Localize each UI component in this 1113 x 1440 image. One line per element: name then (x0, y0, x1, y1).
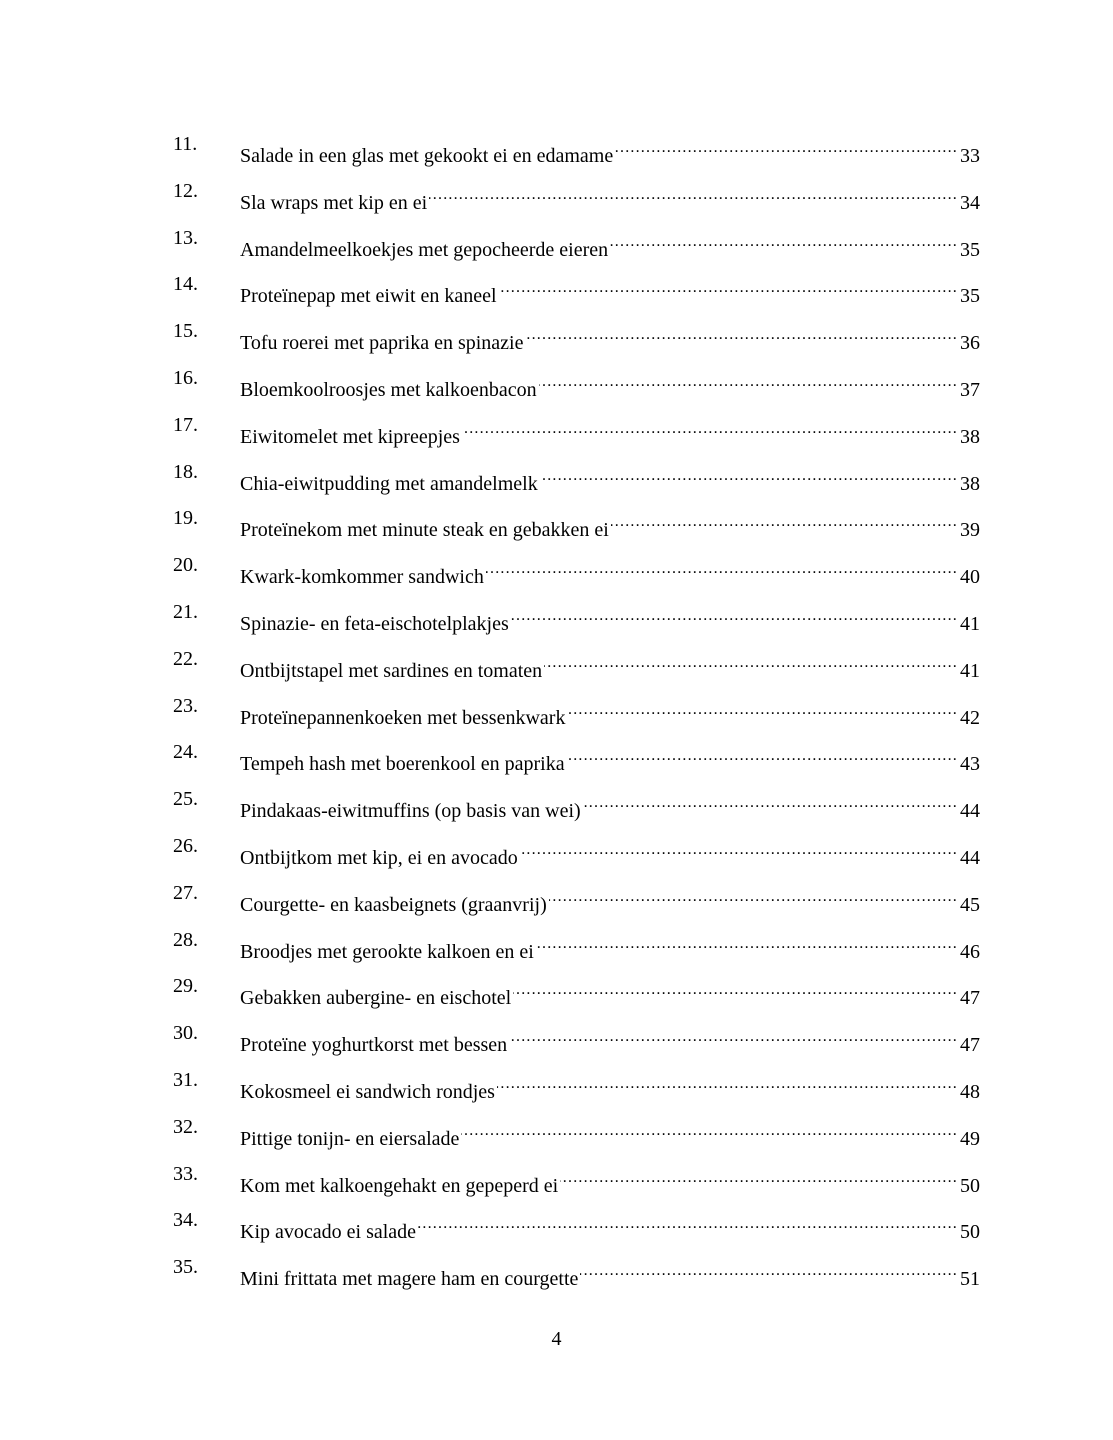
toc-number: 22. (173, 647, 198, 670)
toc-entry (240, 594, 980, 642)
toc-entry (240, 407, 980, 455)
toc-number: 32. (173, 1115, 198, 1138)
toc-number: 15. (173, 320, 198, 343)
toc-title: Pittige tonijn- en eiersalade (240, 1127, 460, 1150)
toc-entry (240, 688, 980, 736)
dot-leader (567, 688, 958, 724)
toc-entry (240, 828, 980, 876)
dot-leader (544, 641, 958, 677)
dot-leader (497, 1062, 958, 1098)
toc-page-number: 47 (960, 987, 980, 1010)
toc-row[interactable] (0, 1202, 1113, 1249)
toc-number: 18. (173, 460, 198, 483)
toc-entry (240, 360, 980, 408)
toc-row[interactable] (0, 594, 1113, 641)
toc-number: 14. (173, 273, 198, 296)
toc-row[interactable] (0, 220, 1113, 267)
toc-row[interactable] (0, 1109, 1113, 1156)
toc-title: Eiwitomelet met kipreepjes (240, 425, 460, 448)
toc-entry (240, 781, 980, 829)
toc-row[interactable] (0, 173, 1113, 220)
toc-row[interactable] (0, 781, 1113, 828)
toc-entry (240, 734, 980, 782)
dot-leader (499, 266, 958, 302)
toc-title: Kokosmeel ei sandwich rondjes (240, 1080, 495, 1103)
toc-entry (240, 500, 980, 548)
toc-page-number: 48 (960, 1080, 980, 1103)
toc-page-number: 51 (960, 1268, 980, 1291)
dot-leader (611, 500, 958, 536)
toc-row[interactable] (0, 1062, 1113, 1109)
toc-entry (240, 313, 980, 361)
table-of-contents (0, 126, 1113, 1296)
toc-title: Amandelmeelkoekjes met gepocheerde eieren (240, 238, 609, 261)
toc-number: 11. (173, 133, 198, 155)
toc-page-number: 35 (960, 238, 980, 261)
toc-page-number: 34 (960, 191, 980, 214)
toc-entry (240, 220, 980, 268)
toc-row[interactable] (0, 360, 1113, 407)
toc-page-number: 38 (960, 425, 980, 448)
dot-leader (520, 828, 958, 864)
toc-title: Gebakken aubergine- en eischotel (240, 987, 512, 1010)
toc-number: 24. (173, 741, 198, 764)
toc-row[interactable] (0, 126, 1113, 173)
toc-title: Salade in een glas met gekookt ei en edamame (240, 145, 614, 167)
toc-page-number: 44 (960, 846, 980, 869)
toc-number: 30. (173, 1022, 198, 1045)
dot-leader (540, 454, 958, 490)
toc-entry (240, 1249, 980, 1297)
toc-title: Proteïne yoghurtkorst met bessen (240, 1034, 508, 1057)
toc-number: 28. (173, 928, 198, 951)
toc-page-number: 50 (960, 1174, 980, 1197)
toc-number: 26. (173, 834, 198, 857)
toc-row[interactable] (0, 313, 1113, 360)
dot-leader (580, 1249, 958, 1285)
dot-leader (549, 875, 958, 911)
toc-title: Spinazie- en feta-eischotelplakjes (240, 612, 509, 635)
toc-row[interactable] (0, 454, 1113, 501)
dot-leader (567, 734, 958, 770)
toc-row[interactable] (0, 1156, 1113, 1203)
toc-title: Kwark-komkommer sandwich (240, 566, 484, 589)
toc-title: Broodjes met gerookte kalkoen en ei (240, 940, 534, 963)
toc-entry (240, 266, 980, 314)
toc-page-number: 47 (960, 1034, 980, 1057)
toc-page-number: 38 (960, 472, 980, 495)
toc-number: 17. (173, 413, 198, 436)
toc-number: 23. (173, 694, 198, 717)
toc-entry (240, 1109, 980, 1157)
dot-leader (560, 1156, 958, 1192)
toc-title: Ontbijtstapel met sardines en tomaten (240, 659, 543, 682)
toc-row[interactable] (0, 922, 1113, 969)
toc-row[interactable] (0, 688, 1113, 735)
toc-row[interactable] (0, 968, 1113, 1015)
dot-leader (418, 1202, 958, 1238)
toc-number: 12. (173, 179, 198, 202)
toc-row[interactable] (0, 641, 1113, 688)
toc-page-number: 41 (960, 659, 980, 682)
dot-leader (509, 1015, 958, 1051)
toc-page-number: 33 (960, 145, 980, 167)
dot-leader (610, 220, 958, 256)
dot-leader (539, 360, 958, 396)
toc-title: Kip avocado ei salade (240, 1221, 417, 1244)
dot-leader (583, 781, 958, 817)
toc-title: Tempeh hash met boerenkool en paprika (240, 753, 565, 776)
dot-leader (615, 126, 958, 162)
dot-leader (536, 922, 958, 958)
toc-page-number: 40 (960, 566, 980, 589)
toc-title: Courgette- en kaasbeignets (graanvrij) (240, 893, 547, 916)
toc-row[interactable] (0, 407, 1113, 454)
toc-page-number: 42 (960, 706, 980, 729)
toc-title: Ontbijtkom met kip, ei en avocado (240, 846, 518, 869)
toc-entry (240, 922, 980, 970)
toc-entry (240, 454, 980, 502)
toc-number: 16. (173, 366, 198, 389)
toc-number: 25. (173, 788, 198, 811)
toc-number: 19. (173, 507, 198, 530)
toc-number: 29. (173, 975, 198, 998)
dot-leader (513, 968, 958, 1004)
toc-entry (240, 173, 980, 221)
dot-leader (461, 1109, 958, 1145)
toc-row[interactable] (0, 875, 1113, 922)
toc-title: Mini frittata met magere ham en courgette (240, 1268, 579, 1291)
dot-leader (511, 594, 958, 630)
toc-number: 34. (173, 1209, 198, 1232)
toc-entry (240, 968, 980, 1016)
toc-row[interactable] (0, 1015, 1113, 1062)
toc-page-number: 41 (960, 612, 980, 635)
toc-number: 21. (173, 600, 198, 623)
toc-number: 20. (173, 554, 198, 577)
toc-entry (240, 1156, 980, 1204)
toc-entry (240, 1062, 980, 1110)
toc-entry (240, 547, 980, 595)
toc-row[interactable] (0, 1249, 1113, 1296)
toc-title: Bloemkoolroosjes met kalkoenbacon (240, 378, 537, 401)
dot-leader (462, 407, 958, 443)
toc-page-number: 46 (960, 940, 980, 963)
toc-page-number: 37 (960, 378, 980, 401)
toc-page-number: 44 (960, 800, 980, 823)
toc-title: Chia-eiwitpudding met amandelmelk (240, 472, 538, 495)
toc-number: 27. (173, 881, 198, 904)
toc-page-number: 45 (960, 893, 980, 916)
toc-entry (240, 641, 980, 689)
page-number: 4 (551, 1328, 562, 1350)
toc-title: Proteïnekom met minute steak en gebakken ei (240, 519, 609, 542)
toc-number: 33. (173, 1162, 198, 1185)
toc-page-number: 35 (960, 285, 980, 308)
toc-number: 35. (173, 1256, 198, 1279)
toc-row[interactable] (0, 734, 1113, 781)
toc-row[interactable] (0, 828, 1113, 875)
toc-title: Pindakaas-eiwitmuffins (op basis van wei) (240, 800, 581, 823)
toc-title: Proteïnepannenkoeken met bessenkwark (240, 706, 566, 729)
toc-title: Sla wraps met kip en ei (240, 191, 428, 214)
toc-page-number: 50 (960, 1221, 980, 1244)
toc-title: Tofu roerei met paprika en spinazie (240, 332, 524, 355)
toc-row[interactable] (0, 266, 1113, 313)
toc-number: 31. (173, 1068, 198, 1091)
dot-leader (486, 547, 958, 583)
dot-leader (429, 173, 958, 209)
toc-entry (240, 126, 980, 174)
toc-title: Kom met kalkoengehakt en gepeperd ei (240, 1174, 559, 1197)
toc-page-number: 39 (960, 519, 980, 542)
toc-number: 13. (173, 226, 198, 249)
toc-entry (240, 875, 980, 923)
toc-row[interactable] (0, 547, 1113, 594)
toc-entry (240, 1202, 980, 1250)
toc-entry (240, 1015, 980, 1063)
toc-page-number: 43 (960, 753, 980, 776)
dot-leader (525, 313, 958, 349)
toc-row[interactable] (0, 500, 1113, 547)
toc-page-number: 49 (960, 1127, 980, 1150)
toc-page-number: 36 (960, 332, 980, 355)
toc-title: Proteïnepap met eiwit en kaneel (240, 285, 497, 308)
